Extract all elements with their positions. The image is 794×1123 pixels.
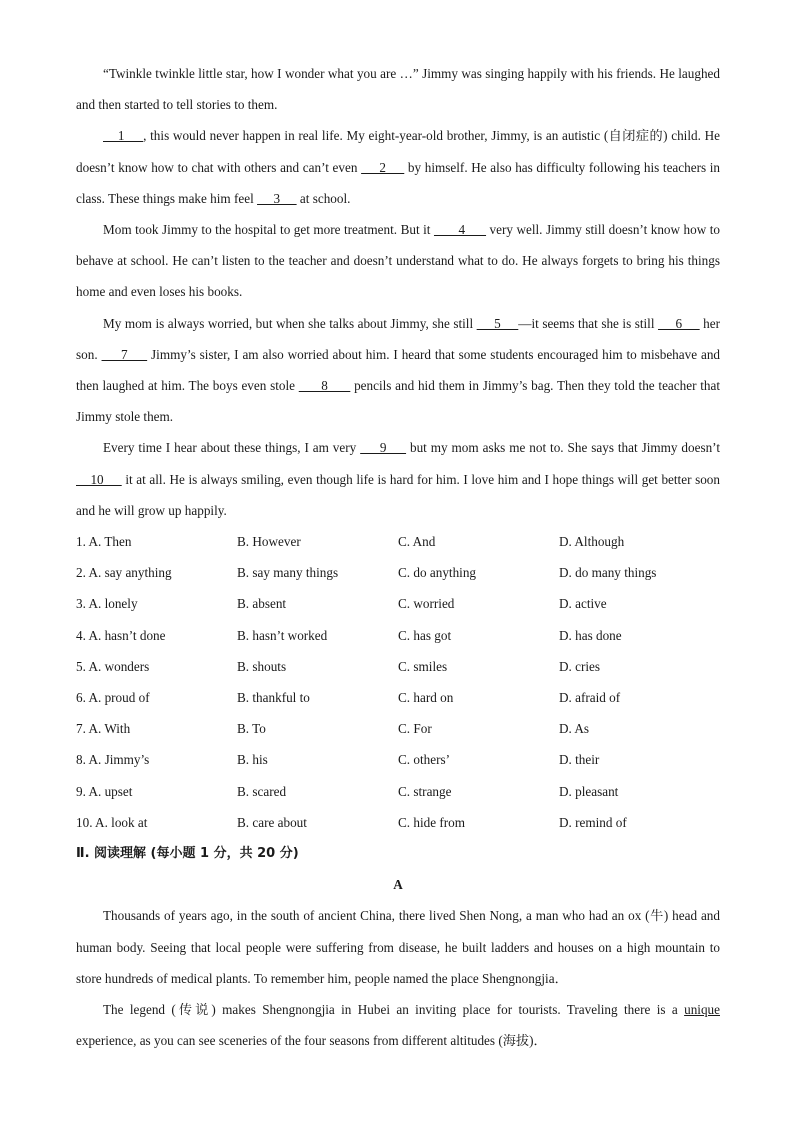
option-b: B. scared: [237, 783, 287, 799]
option-d: D. do many things: [559, 565, 657, 581]
passage-paragraph-1: “Twinkle twinkle little star, how I wonder what you are …” Jimmy was singing happily with his friends. He laughed and then started to tell stories to them.: [76, 66, 720, 113]
option-c: C. hide from: [398, 814, 466, 830]
option-a: 5. A. wonders: [76, 658, 150, 674]
blank-7: 7: [101, 346, 148, 362]
option-c: C. hard on: [398, 689, 454, 705]
reading-paragraph-2: The legend (传说) makes Shengnongjia in Hubei an inviting place for tourists. Traveling there is a unique experience, as you can see sceneries of the four seasons from different altitudes (海拔)．: [76, 1001, 720, 1049]
passage-paragraph-4: My mom is always worried, but when she talks about Jimmy, she still 5 —it seems that she is still 6 her son. 7 Jimmy’s sister, I am also worried about him. I heard that some students encouraged him to misbehave and then laughed at him. The boys even stole 8 pencils and hid them in Jimmy’s bag. Then they told the teacher that Jimmy stole them.: [76, 315, 721, 425]
option-d: D. cries: [559, 658, 601, 674]
passage-label: A: [393, 877, 403, 893]
option-c: C. worried: [398, 596, 455, 612]
option-c: C. strange: [398, 783, 452, 799]
option-c: C. others’: [398, 752, 451, 768]
option-row-6: [76, 682, 720, 713]
option-a: 10. A. look at: [76, 814, 148, 830]
option-a: 7. A. With: [76, 721, 131, 737]
option-d: D. has done: [559, 627, 622, 643]
option-row-3: [76, 588, 720, 619]
option-a: 9. A. upset: [76, 783, 133, 799]
option-c: C. And: [398, 534, 436, 550]
option-a: 1. A. Then: [76, 534, 132, 550]
option-b: B. his: [237, 752, 268, 768]
document-page: [76, 58, 720, 1056]
option-b: B. care about: [237, 814, 307, 830]
blank-8: 8: [298, 378, 351, 394]
option-d: D. remind of: [559, 814, 627, 830]
blank-5: 5: [476, 315, 519, 331]
blank-3: 3: [257, 190, 297, 206]
option-row-2: [76, 557, 720, 588]
blank-6: 6: [658, 315, 700, 331]
answer-options: [76, 526, 720, 838]
reading-paragraph-1: Thousands of years ago, in the south of ancient China, there lived Shen Nong, a man who had an ox (牛) head and human body. Seeing that local people were suffering from disease, he built ladders and houses on a high mountain to store hundreds of medical plants. To remember him, people named the place Shengnongjia．: [76, 908, 720, 986]
blank-9: 9: [360, 440, 407, 456]
option-d: D. Although: [559, 534, 625, 550]
option-b: B. hasn’t worked: [237, 627, 328, 643]
section-heading: Ⅱ. 阅读理解 (每小题 1 分，共 20 分): [76, 845, 299, 861]
option-b: B. To: [237, 721, 266, 737]
passage-paragraph-3: Mom took Jimmy to the hospital to get more treatment. But it 4 very well. Jimmy still doesn’t know how to behave at school. He can’t listen to the teacher and doesn’t understand what to do. He always forgets to bring his things home and even loses his books.: [76, 222, 721, 300]
option-b: B. However: [237, 534, 301, 550]
option-d: D. afraid of: [559, 689, 621, 705]
option-b: B. shouts: [237, 658, 287, 674]
option-row-4: [76, 620, 720, 651]
option-c: C. has got: [398, 627, 452, 643]
option-row-8: [76, 744, 720, 775]
blank-10: 10: [76, 471, 122, 487]
option-a: 6. A. proud of: [76, 689, 150, 705]
option-b: B. thankful to: [237, 689, 310, 705]
option-d: D. their: [559, 752, 600, 768]
option-row-7: [76, 713, 720, 744]
option-a: 3. A. lonely: [76, 596, 138, 612]
option-b: B. say many things: [237, 565, 339, 581]
option-c: C. smiles: [398, 658, 448, 674]
passage-paragraph-5: Every time I hear about these things, I am very 9 but my mom asks me not to. She says that Jimmy doesn’t 10 it at all. He is always smiling, even though life is hard for him. I love him and I hope things will get better soon and he will grow up happily.: [76, 440, 721, 518]
option-c: C. do anything: [398, 565, 477, 581]
option-b: B. absent: [237, 596, 287, 612]
blank-2: 2: [361, 159, 405, 175]
option-a: 8. A. Jimmy’s: [76, 752, 150, 768]
option-row-9: [76, 776, 720, 807]
passage-paragraph-2: 1 , this would never happen in real life. My eight-year-old brother, Jimmy, is an autistic (自闭症的) child. He doesn’t know how to chat with others and can’t even 2 by himself. He also has difficulty following his teachers in class. These things make him feel 3 at school.: [76, 128, 721, 206]
option-row-5: [76, 651, 720, 682]
option-a: 4. A. hasn’t done: [76, 627, 166, 643]
option-d: D. active: [559, 596, 607, 612]
option-d: D. As: [559, 721, 590, 737]
underlined-word: unique: [684, 1001, 720, 1017]
option-c: C. For: [398, 721, 432, 737]
blank-1: 1: [103, 128, 144, 144]
option-a: 2. A. say anything: [76, 565, 172, 581]
blank-4: 4: [433, 222, 487, 238]
option-d: D. pleasant: [559, 783, 619, 799]
option-row-1: [76, 526, 720, 557]
option-row-10: [76, 807, 720, 838]
